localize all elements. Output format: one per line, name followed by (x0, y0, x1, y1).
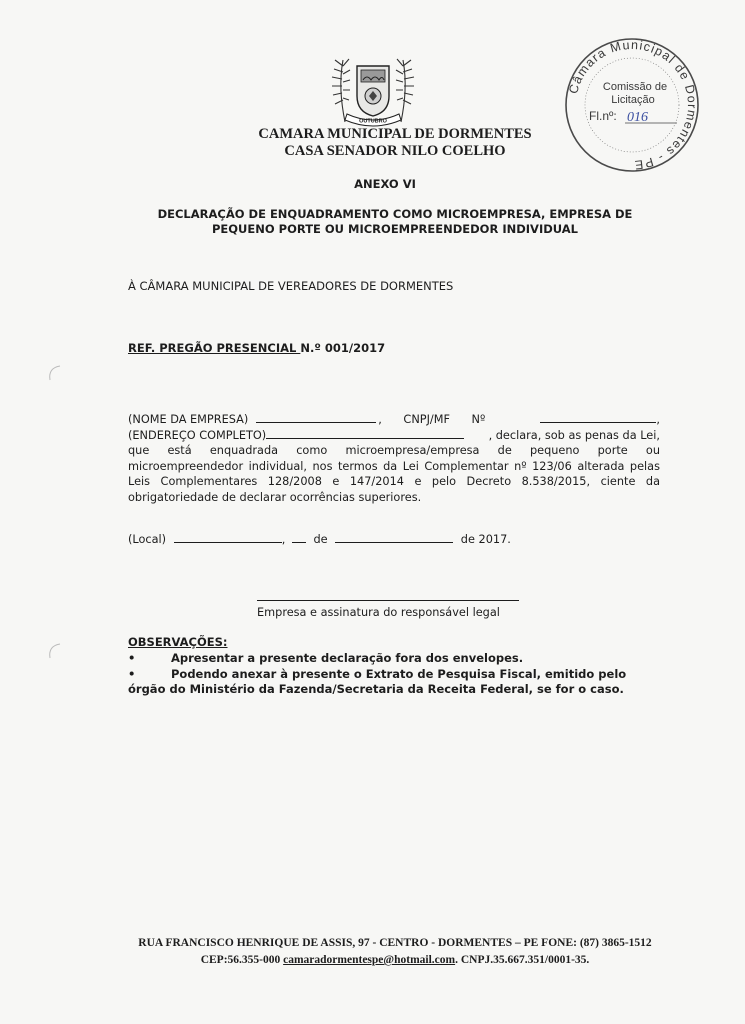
footer-address: RUA FRANCISCO HENRIQUE DE ASSIS, 97 - CENTRO - DORMENTES – PE FONE: (87) 3865-1512 (138, 937, 652, 949)
stamp-line-2: Licitação (611, 94, 655, 106)
footer-cep: CEP:56.355-000 (200, 954, 284, 966)
stamp-folio-label: Fl.nº: (589, 109, 617, 123)
observations-title: OBSERVAÇÕES: (128, 635, 228, 649)
place-comma: , (281, 533, 286, 546)
crest-ribbon-text: OUTUBRO (359, 118, 387, 125)
chamber-name: CAMARA MUNICIPAL DE DORMENTES (258, 126, 532, 142)
municipal-crest-icon (325, 52, 421, 130)
observation-continuation: órgão do Ministério da Fazenda/Secretaria da Receita Federal, se for o caso. (128, 682, 624, 696)
list-item (128, 651, 668, 667)
cnpj-label: , CNPJ/MF Nº (378, 413, 486, 426)
bullet: • (128, 651, 136, 665)
date-de-1: de (313, 533, 328, 546)
punch-hole-mark-icon (46, 640, 66, 662)
signature-line[interactable] (257, 600, 519, 601)
place-field[interactable] (174, 532, 282, 543)
place-label: (Local) (128, 533, 167, 546)
reference-line (128, 341, 385, 355)
signature-label: Empresa e assinatura do responsável legal (257, 606, 500, 619)
cnpj-field[interactable] (540, 412, 656, 423)
declaration-body (128, 412, 660, 505)
chamber-subtitle: CASA SENADOR NILO COELHO (284, 143, 506, 159)
observation-text: Apresentar a presente declaração fora dos envelopes. (171, 651, 524, 665)
footer (0, 935, 745, 969)
stamp-line-1: Comissão de (602, 81, 668, 93)
list-item (128, 667, 668, 683)
address-field[interactable] (266, 428, 464, 439)
footer-cnpj: . CNPJ.35.667.351/0001-35. (455, 954, 590, 966)
reference-number: N.º 001/2017 (300, 341, 386, 355)
annex-label: ANEXO VI (354, 177, 416, 191)
punch-hole-mark-icon (46, 362, 66, 384)
bullet: • (128, 666, 136, 681)
place-date-line (128, 532, 511, 546)
month-field[interactable] (335, 532, 453, 543)
date-year: de 2017. (460, 533, 511, 546)
observations-list (128, 651, 668, 698)
body-line-2 (128, 428, 660, 444)
footer-email-link[interactable]: camaradormentespe@hotmail.com (283, 954, 456, 966)
company-name-label: (NOME DA EMPRESA) (128, 413, 249, 426)
observation-text: Podendo anexar à presente o Extrato de Pesquisa Fiscal, emitido pelo (171, 666, 627, 681)
declaration-title (100, 207, 690, 237)
licitation-stamp (563, 36, 701, 174)
company-name-field[interactable] (256, 412, 376, 423)
body-line-1 (128, 412, 660, 428)
stamp-folio-number: 016 (627, 110, 648, 125)
addressee: À CÂMARA MUNICIPAL DE VEREADORES DE DORMENTES (128, 279, 454, 293)
declares-text: , declara, sob as penas da Lei, (488, 428, 660, 442)
declaration-title-line-1: DECLARAÇÃO DE ENQUADRAMENTO COMO MICROEMPRESA, EMPRESA DE (157, 207, 633, 221)
footer-contact (0, 952, 745, 969)
day-field[interactable] (292, 532, 306, 543)
stamp-ring-text: Câmara Municipal de Dormentes - PE (566, 37, 700, 173)
cnpj-comma: , (656, 413, 660, 426)
address-label: (ENDEREÇO COMPLETO) (128, 428, 267, 442)
body-rest: que está enquadrada como microempresa/empresa de pequeno porte ou microempreendedor individual, nos termos da Lei Complementar nº 123/06 alterada pelas Leis Complementares 128/2008 e 147/2014 e pelo Decreto 8.538/2015, ciente da obrigatoriedade de declarar ocorrências superiores. (128, 444, 660, 504)
declaration-title-line-2: PEQUENO PORTE OU MICROEMPREENDEDOR INDIVIDUAL (212, 222, 578, 236)
reference-underlined: REF. PREGÃO PRESENCIAL (128, 341, 301, 355)
